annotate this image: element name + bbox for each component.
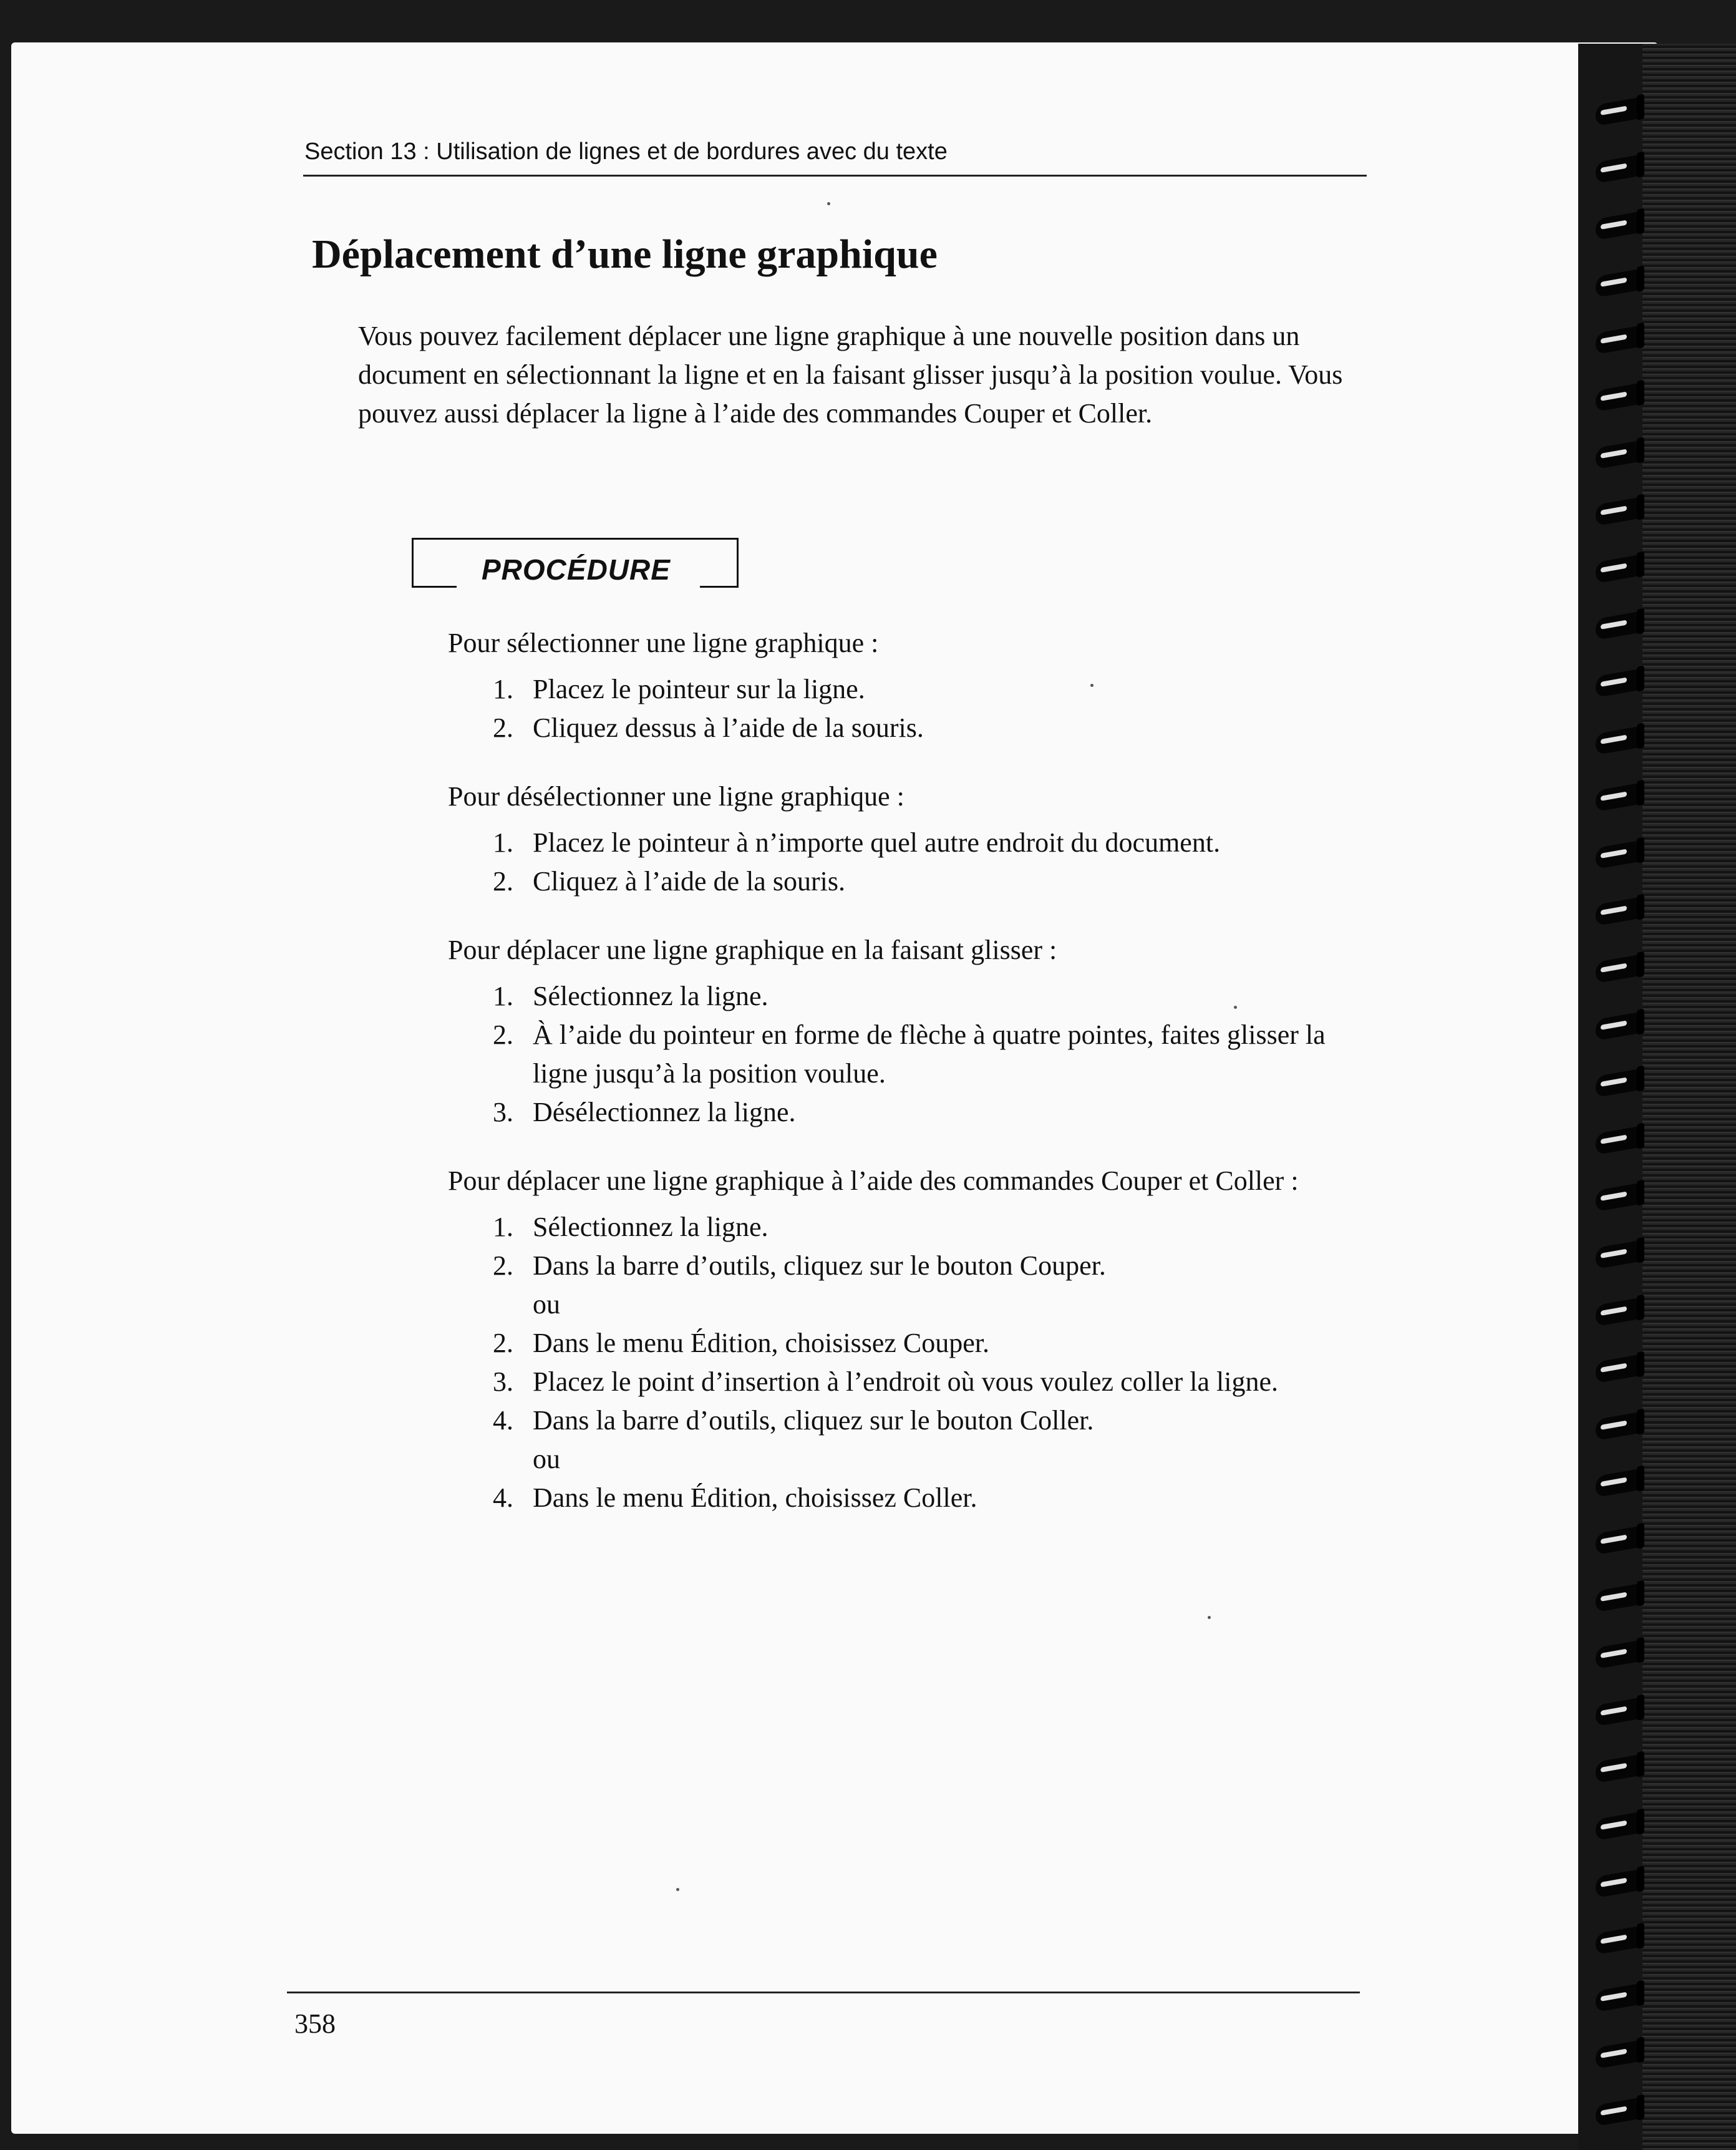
step-text: À l’aide du pointeur en forme de flèche à quatre pointes, faites glisser la ligne jusqu’à la position voulue. bbox=[533, 1019, 1326, 1089]
step-item bbox=[448, 1324, 1359, 1363]
binding-ring bbox=[1596, 440, 1641, 469]
step-number: 4. bbox=[493, 1482, 513, 1513]
binding-ring bbox=[1596, 1754, 1641, 1784]
binding-ring bbox=[1596, 497, 1641, 527]
procedure-border-left bbox=[412, 538, 414, 588]
binding-ring bbox=[1596, 1297, 1641, 1326]
scan-speck bbox=[1234, 1006, 1237, 1009]
binding-ring bbox=[1596, 1240, 1641, 1270]
binding-ring bbox=[1596, 1697, 1641, 1726]
binding-ring bbox=[1596, 1183, 1641, 1212]
step-text: Cliquez à l’aide de la souris. bbox=[533, 866, 845, 897]
step-text: Placez le pointeur sur la ligne. bbox=[533, 674, 865, 704]
step-number: 4. bbox=[493, 1405, 513, 1436]
step-text: Dans le menu Édition, choisissez Coller. bbox=[533, 1482, 977, 1513]
step-text: ou bbox=[533, 1289, 560, 1320]
page-number: 358 bbox=[294, 2008, 336, 2039]
procedure-box bbox=[412, 538, 739, 586]
step-item bbox=[448, 1363, 1359, 1401]
step-text: Cliquez dessus à l’aide de la souris. bbox=[533, 713, 924, 743]
step-item bbox=[448, 862, 1359, 901]
step-item bbox=[448, 1285, 1359, 1324]
steps-list bbox=[448, 670, 1359, 747]
binding-ring bbox=[1596, 154, 1641, 183]
steps-list bbox=[448, 977, 1359, 1132]
binding-ring bbox=[1596, 1069, 1641, 1098]
step-item bbox=[448, 824, 1359, 862]
procedure-border-bottom-left bbox=[412, 586, 457, 588]
binding-ring bbox=[1596, 326, 1641, 355]
binding-ring bbox=[1596, 554, 1641, 583]
step-text: Dans la barre d’outils, cliquez sur le bouton Couper. bbox=[533, 1250, 1106, 1281]
binding-texture bbox=[1642, 44, 1736, 2150]
step-number: 2. bbox=[493, 1019, 513, 1050]
scan-speck bbox=[1090, 684, 1093, 687]
scan-speck bbox=[827, 202, 830, 205]
step-text: Désélectionnez la ligne. bbox=[533, 1097, 796, 1127]
step-text: Placez le point d’insertion à l’endroit où vous voulez coller la ligne. bbox=[533, 1366, 1278, 1397]
procedure-border-right bbox=[737, 538, 739, 588]
steps-list bbox=[448, 824, 1359, 901]
binding-ring bbox=[1596, 783, 1641, 812]
binding-ring bbox=[1596, 611, 1641, 641]
steps-list bbox=[448, 1208, 1359, 1517]
step-text: ou bbox=[533, 1444, 560, 1474]
header-rule bbox=[303, 175, 1367, 177]
spiral-binding bbox=[1578, 44, 1736, 2150]
binding-ring bbox=[1596, 726, 1641, 755]
procedure-lead: Pour déplacer une ligne graphique en la faisant glisser : bbox=[448, 935, 1057, 965]
step-text: Placez le pointeur à n’importe quel autre endroit du document. bbox=[533, 827, 1221, 858]
step-item bbox=[448, 1401, 1359, 1440]
binding-ring bbox=[1596, 97, 1641, 127]
section-header: Section 13 : Utilisation de lignes et de bordures avec du texte bbox=[304, 139, 948, 165]
step-number: 2. bbox=[493, 1328, 513, 1358]
binding-ring bbox=[1596, 840, 1641, 869]
binding-ring bbox=[1596, 1469, 1641, 1498]
scan-speck bbox=[676, 1888, 679, 1891]
step-number: 2. bbox=[493, 713, 513, 743]
procedure-lead: Pour déplacer une ligne graphique à l’aide des commandes Couper et Coller : bbox=[448, 1165, 1299, 1196]
binding-ring bbox=[1596, 1411, 1641, 1441]
step-number: 1. bbox=[493, 1212, 513, 1242]
step-text: Dans le menu Édition, choisissez Couper. bbox=[533, 1328, 989, 1358]
procedure-label: PROCÉDURE bbox=[482, 553, 671, 586]
step-number: 1. bbox=[493, 827, 513, 858]
step-item bbox=[448, 1208, 1359, 1247]
binding-ring bbox=[1596, 669, 1641, 698]
step-text: Sélectionnez la ligne. bbox=[533, 1212, 769, 1242]
binding-ring bbox=[1596, 955, 1641, 984]
step-item bbox=[448, 1479, 1359, 1517]
binding-ring bbox=[1596, 268, 1641, 298]
binding-ring bbox=[1596, 1983, 1641, 2012]
step-item bbox=[448, 709, 1359, 747]
binding-ring bbox=[1596, 2098, 1641, 2127]
procedure-content bbox=[448, 624, 1359, 1547]
step-number: 3. bbox=[493, 1366, 513, 1397]
step-item bbox=[448, 670, 1359, 709]
step-number: 1. bbox=[493, 674, 513, 704]
step-item bbox=[448, 1016, 1359, 1093]
intro-paragraph: Vous pouvez facilement déplacer une ligne graphique à une nouvelle position dans un document en sélectionnant la ligne et en la faisant glisser jusqu’à la position voulue. Vous pouvez aussi déplacer la ligne à l’aide des commandes Couper et Coller. bbox=[358, 321, 1343, 429]
page-title: Déplacement d’une ligne graphique bbox=[312, 231, 938, 277]
step-item bbox=[448, 977, 1359, 1016]
step-number: 1. bbox=[493, 981, 513, 1011]
step-number: 2. bbox=[493, 866, 513, 897]
binding-ring bbox=[1596, 1011, 1641, 1041]
procedure-lead: Pour sélectionner une ligne graphique : bbox=[448, 628, 879, 658]
binding-ring bbox=[1596, 897, 1641, 927]
binding-ring bbox=[1596, 1526, 1641, 1555]
procedure-lead: Pour désélectionner une ligne graphique : bbox=[448, 781, 904, 812]
binding-ring bbox=[1596, 383, 1641, 412]
step-number: 2. bbox=[493, 1250, 513, 1281]
binding-ring bbox=[1596, 1869, 1641, 1898]
step-number: 3. bbox=[493, 1097, 513, 1127]
scan-speck bbox=[1208, 1616, 1211, 1619]
step-item bbox=[448, 1440, 1359, 1479]
step-item bbox=[448, 1247, 1359, 1285]
step-item bbox=[448, 1093, 1359, 1132]
procedure-border-top bbox=[412, 538, 739, 540]
binding-ring bbox=[1596, 1640, 1641, 1670]
binding-ring bbox=[1596, 212, 1641, 241]
binding-ring bbox=[1596, 1126, 1641, 1155]
binding-ring bbox=[1596, 1812, 1641, 1841]
step-text: Sélectionnez la ligne. bbox=[533, 981, 769, 1011]
binding-ring bbox=[1596, 2040, 1641, 2070]
step-text: Dans la barre d’outils, cliquez sur le bouton Coller. bbox=[533, 1405, 1094, 1436]
binding-ring bbox=[1596, 1583, 1641, 1612]
binding-ring bbox=[1596, 1355, 1641, 1384]
procedure-border-bottom-right bbox=[700, 586, 739, 588]
footer-rule bbox=[287, 1992, 1360, 1993]
binding-ring bbox=[1596, 1926, 1641, 1955]
